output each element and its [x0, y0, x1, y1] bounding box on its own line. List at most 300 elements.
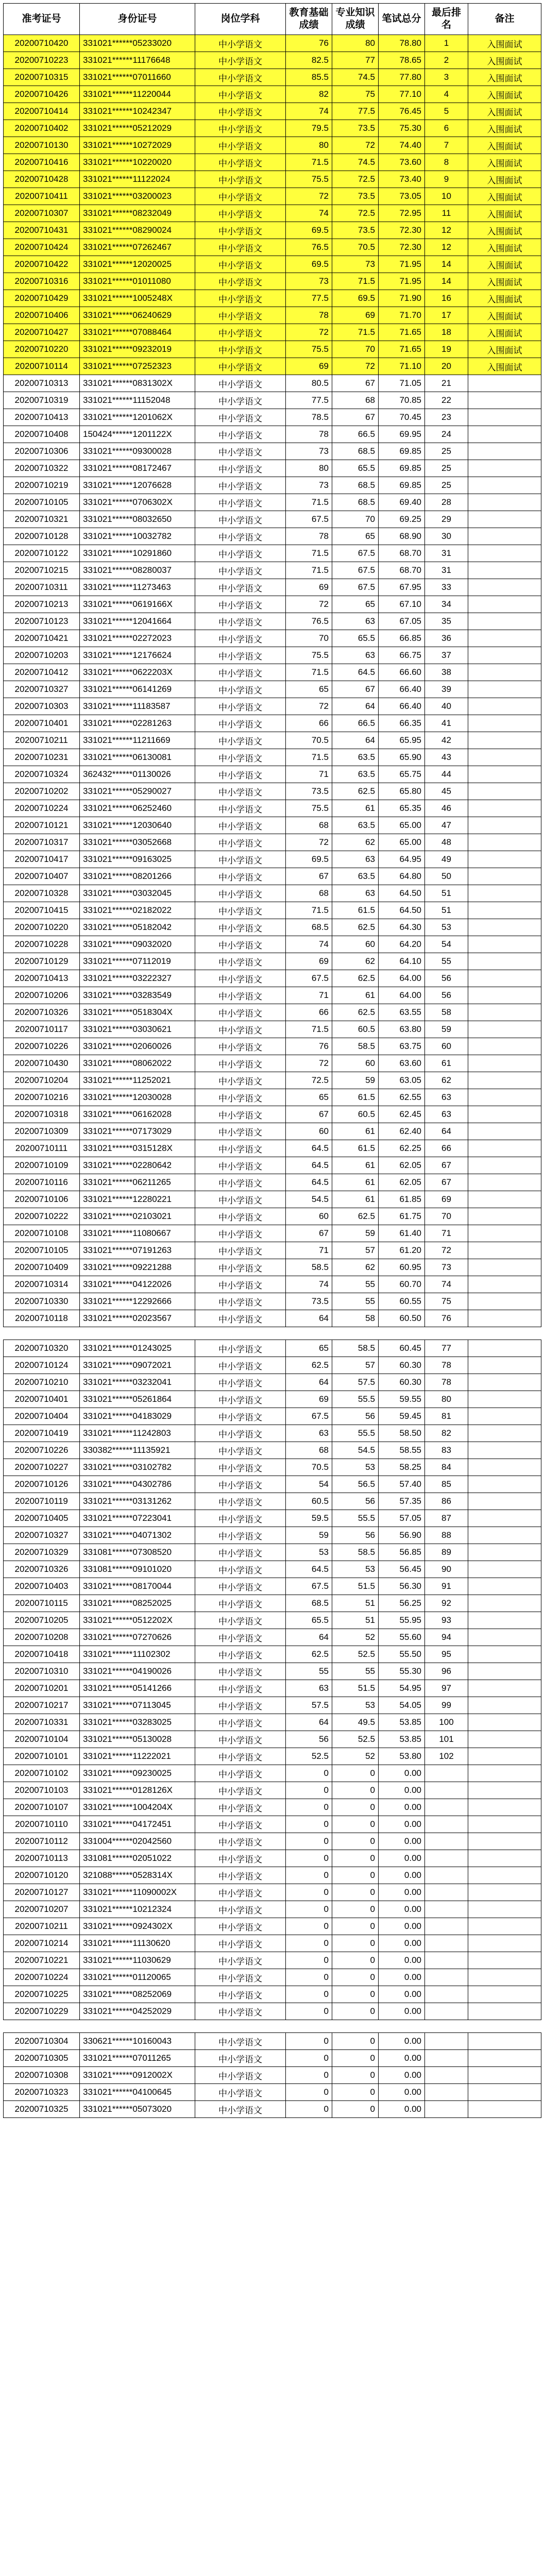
cell-subject: 中小学语文 — [195, 1408, 286, 1425]
cell-professional-score: 57 — [332, 1357, 379, 1374]
cell-subject: 中小学语文 — [195, 1242, 286, 1259]
cell-id-number: 331021******08280037 — [80, 562, 195, 579]
section-gap — [4, 1327, 541, 1340]
cell-remark — [468, 392, 541, 409]
cell-final-rank: 78 — [425, 1374, 468, 1391]
table-row — [4, 1782, 541, 1799]
cell-subject: 中小学语文 — [195, 1140, 286, 1157]
cell-subject: 中小学语文 — [195, 1697, 286, 1714]
cell-written-total: 71.95 — [379, 256, 425, 273]
cell-professional-score: 58 — [332, 1310, 379, 1327]
cell-id-number: 331021******09072021 — [80, 1357, 195, 1374]
cell-final-rank: 25 — [425, 477, 468, 494]
table-row — [4, 1425, 541, 1442]
cell-education-score: 73.5 — [286, 1293, 332, 1310]
cell-exam-id: 20200710231 — [4, 749, 80, 766]
cell-professional-score: 55 — [332, 1663, 379, 1680]
cell-id-number: 331021******07011265 — [80, 2050, 195, 2067]
cell-written-total: 63.05 — [379, 1072, 425, 1089]
cell-written-total: 58.55 — [379, 1442, 425, 1459]
cell-written-total: 65.75 — [379, 766, 425, 783]
cell-exam-id: 20200710204 — [4, 1072, 80, 1089]
cell-professional-score: 60.5 — [332, 1106, 379, 1123]
cell-id-number: 331021******03030621 — [80, 1021, 195, 1038]
cell-exam-id: 20200710225 — [4, 1986, 80, 2003]
cell-written-total: 58.25 — [379, 1459, 425, 1476]
cell-subject: 中小学语文 — [195, 154, 286, 171]
cell-final-rank: 88 — [425, 1527, 468, 1544]
cell-professional-score: 0 — [332, 1867, 379, 1884]
cell-id-number: 331021******0315128X — [80, 1140, 195, 1157]
cell-final-rank: 39 — [425, 681, 468, 698]
cell-remark — [468, 375, 541, 392]
table-row — [4, 1391, 541, 1408]
cell-subject: 中小学语文 — [195, 1021, 286, 1038]
cell-professional-score: 0 — [332, 2084, 379, 2101]
cell-id-number: 331021******04252029 — [80, 2003, 195, 2020]
cell-professional-score: 63 — [332, 647, 379, 664]
cell-written-total: 76.45 — [379, 103, 425, 120]
table-row — [4, 290, 541, 307]
cell-written-total: 61.40 — [379, 1225, 425, 1242]
table-row — [4, 783, 541, 800]
cell-exam-id: 20200710408 — [4, 426, 80, 443]
cell-professional-score: 68.5 — [332, 494, 379, 511]
cell-remark — [468, 1731, 541, 1748]
table-row — [4, 545, 541, 562]
table-row — [4, 1969, 541, 1986]
cell-remark — [468, 1782, 541, 1799]
cell-written-total: 56.30 — [379, 1578, 425, 1595]
cell-id-number: 331021******02023567 — [80, 1310, 195, 1327]
table-row — [4, 103, 541, 120]
cell-subject: 中小学语文 — [195, 528, 286, 545]
cell-id-number: 331021******02272023 — [80, 630, 195, 647]
table-row — [4, 1578, 541, 1595]
cell-education-score: 69 — [286, 579, 332, 596]
cell-education-score: 56 — [286, 1731, 332, 1748]
cell-final-rank: 31 — [425, 545, 468, 562]
cell-education-score: 64.5 — [286, 1157, 332, 1174]
cell-professional-score: 72.5 — [332, 171, 379, 188]
table-row — [4, 477, 541, 494]
cell-id-number: 331021******11176648 — [80, 52, 195, 69]
cell-professional-score: 57.5 — [332, 1374, 379, 1391]
cell-subject: 中小学语文 — [195, 749, 286, 766]
cell-remark — [468, 426, 541, 443]
cell-id-number: 331021******11090002X — [80, 1884, 195, 1901]
cell-education-score: 80 — [286, 460, 332, 477]
table-row — [4, 1986, 541, 2003]
cell-exam-id: 20200710330 — [4, 1293, 80, 1310]
cell-remark — [468, 1867, 541, 1884]
cell-remark — [468, 1408, 541, 1425]
cell-subject: 中小学语文 — [195, 69, 286, 86]
cell-professional-score: 60 — [332, 1055, 379, 1072]
cell-written-total: 58.50 — [379, 1425, 425, 1442]
header-exam-id: 准考证号 — [4, 4, 80, 35]
cell-final-rank: 70 — [425, 1208, 468, 1225]
cell-id-number: 331021******10032782 — [80, 528, 195, 545]
table-row — [4, 1595, 541, 1612]
table-row — [4, 2101, 541, 2118]
cell-id-number: 331021******08232049 — [80, 205, 195, 222]
cell-remark — [468, 1544, 541, 1561]
table-row — [4, 970, 541, 987]
cell-written-total: 71.70 — [379, 307, 425, 324]
table-row — [4, 1208, 541, 1225]
cell-exam-id: 20200710203 — [4, 647, 80, 664]
cell-subject: 中小学语文 — [195, 732, 286, 749]
cell-education-score: 59.5 — [286, 1510, 332, 1527]
cell-id-number: 331021******06141269 — [80, 681, 195, 698]
cell-professional-score: 73 — [332, 256, 379, 273]
cell-final-rank: 97 — [425, 1680, 468, 1697]
cell-final-rank: 2 — [425, 52, 468, 69]
cell-professional-score: 68.5 — [332, 443, 379, 460]
cell-professional-score: 74.5 — [332, 154, 379, 171]
cell-subject: 中小学语文 — [195, 239, 286, 256]
cell-remark — [468, 1527, 541, 1544]
cell-subject: 中小学语文 — [195, 86, 286, 103]
cell-education-score: 71.5 — [286, 1021, 332, 1038]
table-row — [4, 1952, 541, 1969]
cell-remark — [468, 1714, 541, 1731]
cell-education-score: 65 — [286, 1340, 332, 1357]
cell-remark: 入围面试 — [468, 137, 541, 154]
cell-professional-score: 0 — [332, 2067, 379, 2084]
cell-professional-score: 57 — [332, 1242, 379, 1259]
cell-written-total: 62.55 — [379, 1089, 425, 1106]
cell-remark — [468, 1510, 541, 1527]
cell-exam-id: 20200710325 — [4, 2101, 80, 2118]
cell-final-rank — [425, 1765, 468, 1782]
cell-remark — [468, 1208, 541, 1225]
cell-education-score: 65 — [286, 1089, 332, 1106]
cell-subject: 中小学语文 — [195, 1442, 286, 1459]
cell-id-number: 331021******08201266 — [80, 868, 195, 885]
cell-remark — [468, 1106, 541, 1123]
cell-professional-score: 74.5 — [332, 69, 379, 86]
cell-education-score: 64 — [286, 1714, 332, 1731]
cell-exam-id: 20200710229 — [4, 2003, 80, 2020]
cell-education-score: 65 — [286, 681, 332, 698]
cell-remark — [468, 1442, 541, 1459]
table-row — [4, 817, 541, 834]
cell-id-number: 331021******10272029 — [80, 137, 195, 154]
cell-id-number: 331021******0924302X — [80, 1918, 195, 1935]
cell-education-score: 72 — [286, 698, 332, 715]
cell-remark — [468, 664, 541, 681]
cell-professional-score: 62.5 — [332, 919, 379, 936]
cell-final-rank — [425, 2084, 468, 2101]
cell-written-total: 62.25 — [379, 1140, 425, 1157]
cell-professional-score: 72 — [332, 358, 379, 375]
cell-subject: 中小学语文 — [195, 324, 286, 341]
table-row — [4, 1833, 541, 1850]
score-table-sheet — [3, 3, 541, 2118]
cell-id-number: 362432******01130026 — [80, 766, 195, 783]
cell-education-score: 67 — [286, 1106, 332, 1123]
cell-subject: 中小学语文 — [195, 52, 286, 69]
cell-exam-id: 20200710311 — [4, 579, 80, 596]
cell-final-rank — [425, 2003, 468, 2020]
cell-final-rank: 63 — [425, 1089, 468, 1106]
cell-remark: 入围面试 — [468, 324, 541, 341]
cell-written-total: 0.00 — [379, 1986, 425, 2003]
table-row — [4, 273, 541, 290]
cell-remark — [468, 1293, 541, 1310]
cell-education-score: 75.5 — [286, 800, 332, 817]
cell-remark — [468, 783, 541, 800]
cell-professional-score: 71.5 — [332, 324, 379, 341]
cell-remark — [468, 613, 541, 630]
cell-remark — [468, 1476, 541, 1493]
cell-id-number: 331021******12280221 — [80, 1191, 195, 1208]
cell-written-total: 69.40 — [379, 494, 425, 511]
cell-remark — [468, 630, 541, 647]
cell-subject: 中小学语文 — [195, 1561, 286, 1578]
cell-education-score: 71.5 — [286, 902, 332, 919]
cell-exam-id: 20200710104 — [4, 1731, 80, 1748]
table-row — [4, 1799, 541, 1816]
cell-education-score: 70.5 — [286, 1459, 332, 1476]
cell-final-rank: 9 — [425, 171, 468, 188]
cell-exam-id: 20200710314 — [4, 1276, 80, 1293]
cell-id-number: 331021******06162028 — [80, 1106, 195, 1123]
table-row — [4, 630, 541, 647]
cell-professional-score: 0 — [332, 2003, 379, 2020]
cell-id-number: 331021******09232019 — [80, 341, 195, 358]
cell-professional-score: 0 — [332, 1901, 379, 1918]
cell-id-number: 331021******05073020 — [80, 2101, 195, 2118]
cell-education-score: 67.5 — [286, 1408, 332, 1425]
cell-remark — [468, 1816, 541, 1833]
table-row — [4, 1259, 541, 1276]
cell-id-number: 331021******09163025 — [80, 851, 195, 868]
cell-education-score: 73.5 — [286, 783, 332, 800]
cell-remark — [468, 409, 541, 426]
cell-written-total: 74.40 — [379, 137, 425, 154]
cell-final-rank: 17 — [425, 307, 468, 324]
cell-subject: 中小学语文 — [195, 1663, 286, 1680]
cell-written-total: 64.20 — [379, 936, 425, 953]
cell-exam-id: 20200710220 — [4, 341, 80, 358]
cell-education-score: 72 — [286, 596, 332, 613]
cell-education-score: 76 — [286, 1038, 332, 1055]
cell-final-rank: 56 — [425, 970, 468, 987]
cell-education-score: 78 — [286, 307, 332, 324]
cell-professional-score: 59 — [332, 1225, 379, 1242]
cell-final-rank: 77 — [425, 1340, 468, 1357]
cell-professional-score: 75 — [332, 86, 379, 103]
cell-id-number: 331021******11220044 — [80, 86, 195, 103]
cell-exam-id: 20200710112 — [4, 1833, 80, 1850]
cell-subject: 中小学语文 — [195, 1850, 286, 1867]
cell-written-total: 70.85 — [379, 392, 425, 409]
table-row — [4, 1310, 541, 1327]
cell-final-rank: 46 — [425, 800, 468, 817]
cell-remark — [468, 1259, 541, 1276]
cell-remark — [468, 1242, 541, 1259]
cell-subject: 中小学语文 — [195, 919, 286, 936]
cell-final-rank: 19 — [425, 341, 468, 358]
cell-professional-score: 66.5 — [332, 426, 379, 443]
cell-education-score: 0 — [286, 1986, 332, 2003]
cell-written-total: 57.40 — [379, 1476, 425, 1493]
cell-professional-score: 66.5 — [332, 715, 379, 732]
cell-education-score: 71.5 — [286, 494, 332, 511]
cell-exam-id: 20200710431 — [4, 222, 80, 239]
cell-professional-score: 0 — [332, 2033, 379, 2050]
cell-remark — [468, 1157, 541, 1174]
cell-final-rank — [425, 1918, 468, 1935]
cell-professional-score: 51 — [332, 1595, 379, 1612]
cell-education-score: 0 — [286, 2003, 332, 2020]
cell-final-rank: 14 — [425, 256, 468, 273]
cell-subject: 中小学语文 — [195, 1157, 286, 1174]
cell-remark — [468, 1850, 541, 1867]
cell-final-rank: 80 — [425, 1391, 468, 1408]
cell-written-total: 68.70 — [379, 545, 425, 562]
cell-education-score: 69.5 — [286, 256, 332, 273]
cell-remark — [468, 545, 541, 562]
cell-written-total: 64.30 — [379, 919, 425, 936]
cell-subject: 中小学语文 — [195, 1476, 286, 1493]
cell-written-total: 65.90 — [379, 749, 425, 766]
cell-exam-id: 20200710324 — [4, 766, 80, 783]
cell-remark — [468, 902, 541, 919]
cell-subject: 中小学语文 — [195, 1357, 286, 1374]
cell-subject: 中小学语文 — [195, 1208, 286, 1225]
cell-id-number: 331021******12292666 — [80, 1293, 195, 1310]
cell-remark — [468, 1038, 541, 1055]
cell-written-total: 0.00 — [379, 1918, 425, 1935]
cell-professional-score: 0 — [332, 1850, 379, 1867]
cell-subject: 中小学语文 — [195, 953, 286, 970]
cell-id-number: 330621******10160043 — [80, 2033, 195, 2050]
cell-exam-id: 20200710119 — [4, 1493, 80, 1510]
cell-id-number: 331021******11211669 — [80, 732, 195, 749]
table-row — [4, 953, 541, 970]
cell-remark — [468, 1969, 541, 1986]
cell-professional-score: 63.5 — [332, 817, 379, 834]
cell-written-total: 0.00 — [379, 1884, 425, 1901]
cell-professional-score: 61 — [332, 1157, 379, 1174]
cell-id-number: 331021******01011080 — [80, 273, 195, 290]
cell-id-number: 331021******0512202X — [80, 1612, 195, 1629]
cell-education-score: 0 — [286, 2084, 332, 2101]
cell-id-number: 331021******11152048 — [80, 392, 195, 409]
cell-remark: 入围面试 — [468, 239, 541, 256]
cell-education-score: 73 — [286, 443, 332, 460]
table-row — [4, 902, 541, 919]
cell-education-score: 76 — [286, 35, 332, 52]
cell-written-total: 72.30 — [379, 239, 425, 256]
cell-exam-id: 20200710305 — [4, 2050, 80, 2067]
cell-remark: 入围面试 — [468, 69, 541, 86]
cell-written-total: 0.00 — [379, 1782, 425, 1799]
cell-id-number: 331021******07088464 — [80, 324, 195, 341]
cell-subject: 中小学语文 — [195, 1833, 286, 1850]
cell-written-total: 69.25 — [379, 511, 425, 528]
cell-written-total: 63.60 — [379, 1055, 425, 1072]
cell-subject: 中小学语文 — [195, 273, 286, 290]
table-row — [4, 1225, 541, 1242]
cell-professional-score: 0 — [332, 1935, 379, 1952]
cell-written-total: 65.95 — [379, 732, 425, 749]
cell-exam-id: 20200710412 — [4, 664, 80, 681]
cell-education-score: 73 — [286, 273, 332, 290]
cell-exam-id: 20200710322 — [4, 460, 80, 477]
cell-remark — [468, 1952, 541, 1969]
cell-id-number: 331021******10291860 — [80, 545, 195, 562]
table-row — [4, 1021, 541, 1038]
cell-remark — [468, 2003, 541, 2020]
cell-remark — [468, 1140, 541, 1157]
cell-education-score: 0 — [286, 2033, 332, 2050]
cell-written-total: 64.50 — [379, 885, 425, 902]
cell-professional-score: 51 — [332, 1612, 379, 1629]
cell-remark — [468, 1021, 541, 1038]
cell-exam-id: 20200710114 — [4, 358, 80, 375]
cell-final-rank: 82 — [425, 1425, 468, 1442]
cell-exam-id: 20200710426 — [4, 86, 80, 103]
cell-final-rank: 31 — [425, 562, 468, 579]
cell-subject: 中小学语文 — [195, 681, 286, 698]
cell-exam-id: 20200710326 — [4, 1004, 80, 1021]
cell-exam-id: 20200710326 — [4, 1561, 80, 1578]
cell-final-rank: 11 — [425, 205, 468, 222]
table-row — [4, 715, 541, 732]
cell-written-total: 69.85 — [379, 477, 425, 494]
cell-professional-score: 52 — [332, 1629, 379, 1646]
cell-professional-score: 70 — [332, 511, 379, 528]
cell-education-score: 71.5 — [286, 154, 332, 171]
cell-education-score: 0 — [286, 1816, 332, 1833]
cell-remark — [468, 1986, 541, 2003]
cell-final-rank: 81 — [425, 1408, 468, 1425]
table-row — [4, 341, 541, 358]
cell-remark — [468, 817, 541, 834]
cell-id-number: 331021******09230025 — [80, 1765, 195, 1782]
cell-exam-id: 20200710409 — [4, 1259, 80, 1276]
cell-education-score: 63 — [286, 1680, 332, 1697]
cell-subject: 中小学语文 — [195, 1629, 286, 1646]
table-row — [4, 307, 541, 324]
cell-subject: 中小学语文 — [195, 1340, 286, 1357]
header-written-total: 笔试总分 — [379, 4, 425, 35]
header-final-rank: 最后排名 — [425, 4, 468, 35]
cell-final-rank: 71 — [425, 1225, 468, 1242]
cell-remark — [468, 1374, 541, 1391]
cell-remark: 入围面试 — [468, 154, 541, 171]
cell-written-total: 65.00 — [379, 834, 425, 851]
cell-remark: 入围面试 — [468, 103, 541, 120]
table-row — [4, 647, 541, 664]
cell-remark: 入围面试 — [468, 307, 541, 324]
cell-remark — [468, 2033, 541, 2050]
table-row — [4, 154, 541, 171]
cell-written-total: 0.00 — [379, 1850, 425, 1867]
cell-final-rank: 22 — [425, 392, 468, 409]
cell-education-score: 75.5 — [286, 647, 332, 664]
table-row — [4, 834, 541, 851]
cell-written-total: 62.05 — [379, 1174, 425, 1191]
cell-exam-id: 20200710307 — [4, 205, 80, 222]
cell-education-score: 54.5 — [286, 1191, 332, 1208]
table-row — [4, 1680, 541, 1697]
